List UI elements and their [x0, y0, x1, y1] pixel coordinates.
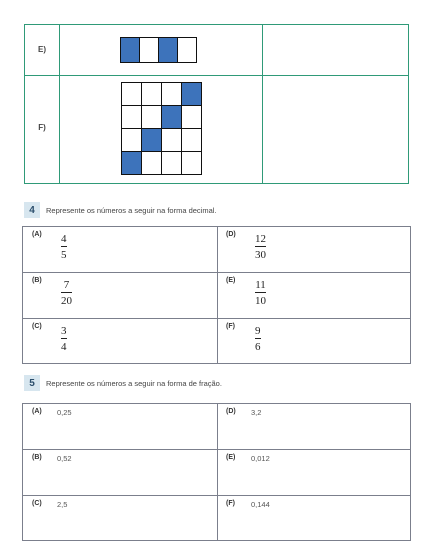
- empty-cell: [161, 128, 182, 152]
- empty-cell: [177, 37, 197, 63]
- answer-cell[interactable]: [23, 450, 217, 495]
- denominator: 30: [255, 249, 266, 261]
- numerator: 9: [255, 325, 261, 337]
- fraction-bar: [61, 246, 67, 247]
- shaded-cell: [120, 37, 140, 63]
- denominator: 4: [61, 341, 67, 353]
- denominator: 10: [255, 295, 266, 307]
- row-label-f: F): [38, 123, 46, 132]
- answer-cell[interactable]: [23, 496, 217, 541]
- answer-cell[interactable]: [23, 227, 217, 272]
- fraction: [61, 233, 67, 261]
- fraction: [61, 325, 67, 353]
- shaded-strip-e: [121, 37, 197, 63]
- decimal-value: 2,5: [57, 500, 68, 509]
- item-letter: (B): [32, 454, 42, 461]
- answer-cell[interactable]: [23, 319, 217, 364]
- question-prompt: Represente os números a seguir na forma de fração.: [46, 378, 222, 388]
- fraction-bar: [255, 246, 266, 247]
- empty-cell: [121, 128, 142, 152]
- numerator: 11: [255, 279, 266, 291]
- fraction-bar: [255, 292, 266, 293]
- shaded-cell: [158, 37, 178, 63]
- shaded-cell: [181, 82, 202, 106]
- decimal-value: 0,144: [251, 500, 270, 509]
- item-letter: (C): [32, 323, 42, 330]
- denominator: 6: [255, 341, 261, 353]
- question-4-answer-table: [22, 226, 411, 364]
- question-4-header: [24, 202, 217, 218]
- fraction: [61, 279, 72, 307]
- question-5-header: [24, 375, 222, 391]
- answer-cell[interactable]: [217, 227, 411, 272]
- empty-cell: [161, 82, 182, 106]
- item-letter: (E): [226, 454, 236, 461]
- question-prompt: Represente os números a seguir na forma decimal.: [46, 205, 217, 215]
- numerator: 7: [63, 279, 70, 291]
- fraction-bar: [61, 338, 67, 339]
- shaded-cell: [141, 128, 162, 152]
- item-letter: (A): [32, 231, 42, 238]
- decimal-value: 0,52: [57, 454, 72, 463]
- item-letter: (F): [226, 500, 235, 507]
- question-5-answer-table: [22, 403, 411, 541]
- empty-cell: [141, 105, 162, 129]
- shaded-grid-table: [24, 24, 409, 184]
- item-letter: (B): [32, 277, 42, 284]
- fraction: [255, 325, 261, 353]
- empty-cell: [121, 105, 142, 129]
- item-letter: (D): [226, 231, 236, 238]
- item-letter: (A): [32, 408, 42, 415]
- empty-cell: [181, 105, 202, 129]
- row-label-e: E): [38, 45, 46, 54]
- answer-cell[interactable]: [217, 273, 411, 318]
- empty-cell: [121, 82, 142, 106]
- item-letter: (F): [226, 323, 235, 330]
- item-letter: (E): [226, 277, 236, 284]
- fraction-bar: [61, 292, 72, 293]
- shaded-cell: [121, 151, 142, 175]
- empty-cell: [141, 151, 162, 175]
- decimal-value: 0,012: [251, 454, 270, 463]
- empty-cell: [141, 82, 162, 106]
- answer-cell[interactable]: [23, 273, 217, 318]
- answer-cell[interactable]: [217, 450, 411, 495]
- denominator: 20: [61, 295, 72, 307]
- grid-row-f: [25, 75, 408, 183]
- decimal-value: 3,2: [251, 408, 262, 417]
- fraction: [255, 233, 266, 261]
- question-number: 4: [24, 202, 40, 218]
- shaded-grid-f: [121, 82, 201, 174]
- grid-row-e: [25, 25, 408, 76]
- decimal-value: 0,25: [57, 408, 72, 417]
- empty-cell: [161, 151, 182, 175]
- table-divider: [59, 25, 60, 183]
- empty-cell: [181, 128, 202, 152]
- denominator: 5: [61, 249, 67, 261]
- item-letter: (D): [226, 408, 236, 415]
- answer-cell[interactable]: [23, 404, 217, 449]
- empty-cell: [139, 37, 159, 63]
- numerator: 4: [61, 233, 67, 245]
- empty-cell: [181, 151, 202, 175]
- fraction-bar: [255, 338, 261, 339]
- table-divider: [262, 25, 263, 183]
- fraction: [255, 279, 266, 307]
- item-letter: (C): [32, 500, 42, 507]
- answer-cell[interactable]: [217, 319, 411, 364]
- numerator: 12: [255, 233, 266, 245]
- numerator: 3: [61, 325, 67, 337]
- answer-cell[interactable]: [217, 404, 411, 449]
- shaded-cell: [161, 105, 182, 129]
- question-number: 5: [24, 375, 40, 391]
- answer-cell[interactable]: [217, 496, 411, 541]
